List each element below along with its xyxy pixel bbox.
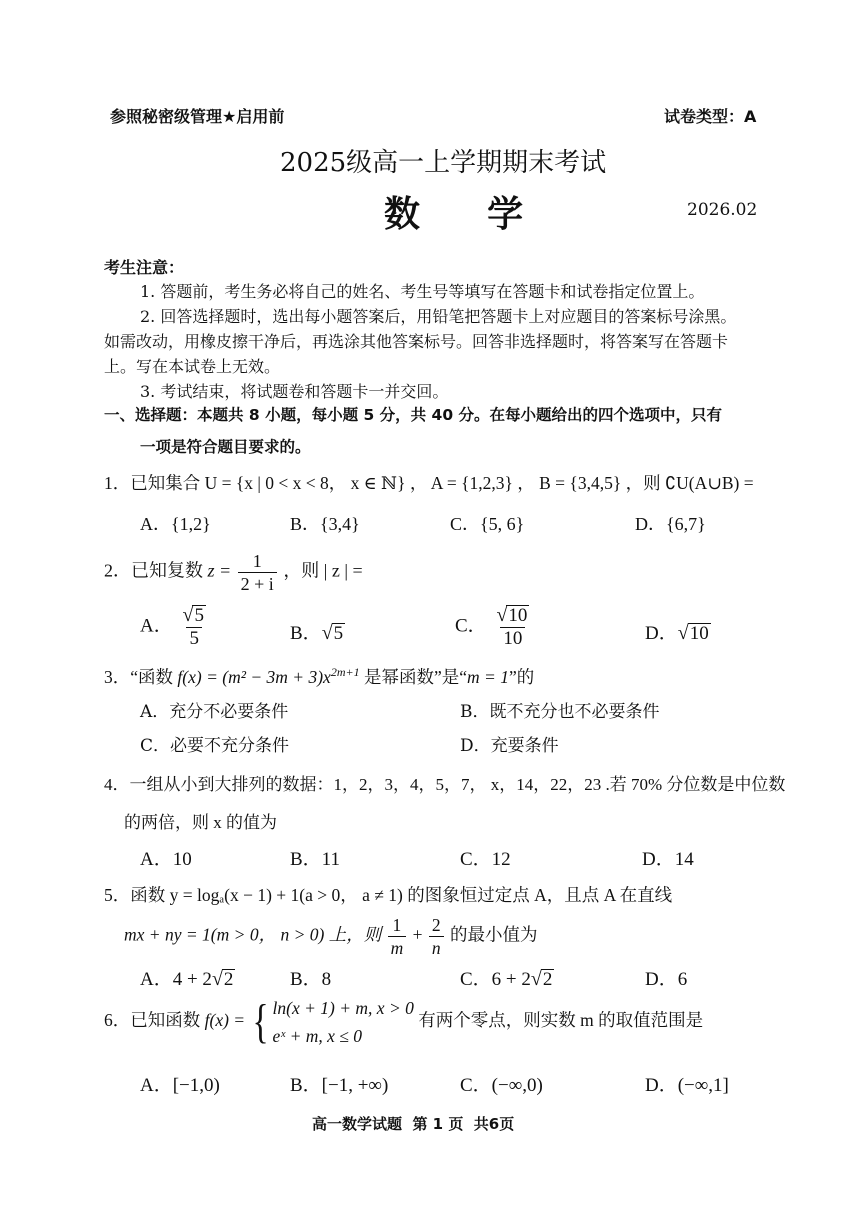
question-1-option-b: B．{3,4} [290,514,360,534]
exam-date: 2026.02 [687,200,758,220]
question-3-condition: m = 1 [467,667,509,687]
question-3-exponent: 2m+1 [330,665,360,680]
question-2-fraction-numerator: 1 [252,551,262,571]
question-3-option-d: D．充要条件 [460,736,559,756]
option-a-radicand: 5 [194,605,204,626]
question-2-prefix: 2．已知复数 [104,560,203,581]
question-5-fraction-2 [429,914,444,959]
question-3-prefix: 3．“函数 [104,667,174,687]
notice-item-1: 1. 答题前，考生务必将自己的姓名、考生号等填写在答题卡和试卷指定位置上。 [140,282,705,301]
option-c-text: C．6 + 2 [460,969,531,990]
question-5-option-a: A．4 + 2√2 [140,968,234,990]
option-c-denominator: 10 [500,627,525,650]
option-c-fraction [493,604,532,650]
question-6-stem [104,994,703,1050]
fraction-1-denominator: m [388,936,407,959]
question-6-prefix: 6．已知函数 [104,1010,201,1031]
section-heading-line-1: 一、选择题：本题共 8 小题，每小题 5 分，共 40 分。在每小题给出的四个选项中，只有 [104,406,723,424]
question-5-plus: + [412,924,423,945]
question-6-option-c: C．(−∞,0) [460,1075,543,1096]
question-2-option-a [140,604,211,650]
cases-brace: { [252,995,270,1048]
exam-title: 2025级高一上学期期末考试 [280,148,607,178]
question-4-option-b: B．11 [290,849,340,870]
question-6-cases [273,994,414,1050]
option-d-radicand: 10 [689,623,709,644]
question-5-option-b: B．8 [290,969,332,990]
question-6-case-2: eˣ + m, x ≤ 0 [272,1026,363,1046]
notice-item-2-line-1: 2. 回答选择题时，选出每小题答案后，用铅笔把答题卡上对应题目的答案标号涂黑。 [140,307,737,326]
question-4-option-a: A．10 [140,849,192,870]
option-a-denominator: 5 [186,627,202,650]
question-1-option-d: D．{6,7} [635,514,706,534]
page-footer: 高一数学试题 第 1 页 共6页 [312,1115,515,1133]
question-2-variable: z = [207,560,232,581]
question-3-option-a: A．充分不必要条件 [140,702,289,722]
question-3-middle: 是幂函数”是“ [363,667,468,687]
option-b-radicand: 5 [333,623,344,644]
option-c-radicand: 10 [508,605,528,626]
fraction-2-denominator: n [429,936,444,959]
question-6-option-b: B．[−1, +∞) [290,1075,389,1096]
option-a-radicand: 2 [223,969,234,990]
question-5-option-d: D．6 [645,969,688,990]
option-d-label: D． [645,623,678,644]
option-a-fraction [179,604,208,650]
notice-item-3: 3. 考试结束，将试题卷和答题卡一并交回。 [140,382,449,401]
option-c-radicand: 2 [542,969,553,990]
question-5-fraction-1 [388,914,407,959]
option-b-label: B． [290,623,322,644]
notice-title: 考生注意： [104,258,185,277]
question-5-line-2-prefix: mx + ny = 1(m > 0， n > 0) 上，则 [124,924,382,945]
question-2-fraction [238,550,277,595]
question-2-fraction-denominator: 2 + i [238,572,277,595]
question-3-stem [104,664,534,689]
option-c-label: C． [455,615,487,637]
question-4-option-d: D．14 [642,849,694,870]
notice-item-2-line-2: 如需改动，用橡皮擦干净后，再选涂其他答案标号。回答非选择题时，将答案写在答题卡 [104,332,729,351]
question-5-line-2-suffix: 的最小值为 [449,924,538,945]
question-6-option-a: A．[−1,0) [140,1075,220,1096]
subject-title: 数 学 [384,194,538,235]
question-2-stem [104,550,363,595]
question-3-formula: f(x) = (m² − 3m + 3)x [177,667,331,687]
fraction-2-numerator: 2 [431,915,441,935]
option-a-label: A． [140,615,173,637]
question-5-option-c: C．6 + 2√2 [460,968,553,990]
question-4-line-1: 4．一组从小到大排列的数据：1，2，3，4，5，7， x，14，22，23 .若 70% 分位数是中位数 [104,775,786,794]
question-2-option-c [455,604,534,650]
question-4-line-2: 的两倍，则 x 的值为 [124,813,277,832]
question-3-suffix: ”的 [508,667,535,687]
question-6-option-d: D．(−∞,1] [645,1075,729,1096]
question-2-option-b: B．√5 [290,622,344,644]
question-3-option-c: C．必要不充分条件 [140,736,290,756]
question-1-option-a: A．{1,2} [140,514,211,534]
section-heading-line-2: 一项是符合题目要求的。 [140,438,311,456]
question-4-option-c: C．12 [460,849,511,870]
question-5-line-1: 5．函数 y = logₐ(x − 1) + 1(a > 0， a ≠ 1) 的图象恒过定点 A，且点 A 在直线 [104,885,673,905]
question-1-stem: 1．已知集合 U = {x | 0 < x < 8， x ∈ ℕ} ， A = {1,2,3} ， B = {3,4,5} ，则 ∁U(A∪B) = [104,473,754,493]
question-1-option-c: C．{5, 6} [450,514,525,534]
question-3-option-b: B．既不充分也不必要条件 [460,702,660,722]
question-2-suffix: ，则 | z | = [283,560,363,581]
question-6-case-1: ln(x + 1) + m, x > 0 [272,998,414,1018]
question-5-line-2 [124,914,537,959]
option-a-numerator: √5 [182,604,204,626]
notice-item-2-line-3: 上。写在本试卷上无效。 [104,357,281,376]
fraction-1-numerator: 1 [392,915,402,935]
paper-type-label: 试卷类型：A [664,107,757,126]
option-a-text: A．4 + 2 [140,969,212,990]
question-6-function: f(x) = [204,1010,246,1031]
question-6-suffix: 有两个零点，则实数 m 的取值范围是 [418,1010,704,1031]
question-2-option-d: D．√10 [645,622,709,644]
confidential-label: 参照秘密级管理★启用前 [110,107,285,126]
option-c-numerator: √10 [496,604,528,626]
